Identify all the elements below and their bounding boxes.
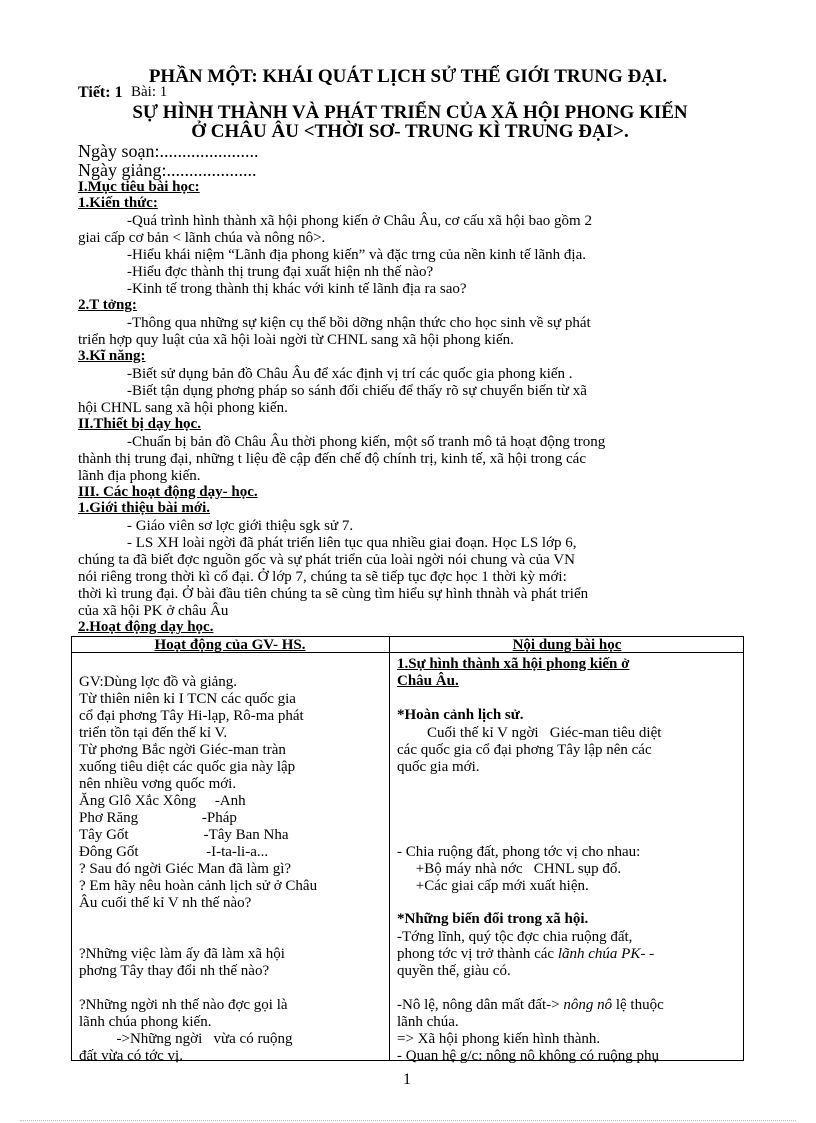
table-left-line: Tây Gốt -Tây Ban Nha (79, 827, 289, 843)
intro-item: - LS XH loài ngời đã phát triển liên tục qua nhiều giai đoạn. Học LS lớp 6, (127, 535, 577, 551)
table-left-line: triển tồn tại đến thế kỉ V. (79, 725, 228, 741)
content-line: -Tớng lĩnh, quý tộc đợc chia ruộng đất, (397, 929, 633, 945)
knowledge-item: -Quá trình hình thành xã hội phong kiến ở Châu Âu, cơ cấu xã hội bao gồm 2 (127, 213, 592, 229)
table-left-line: lãnh chúa phong kiến. (79, 1014, 212, 1030)
heading-introduction: 1.Giới thiệu bài mới. (78, 500, 211, 516)
content-line: Cuối thế kỉ V ngời Giéc-man tiêu diệt (397, 725, 662, 741)
heading-ideology: 2.T tởng: (78, 297, 137, 313)
page-number: 1 (403, 1071, 411, 1088)
content-heading-formation: Châu Âu. (397, 673, 459, 689)
skills-item: -Biết sử dụng bản đồ Châu Âu để xác định vị trí các quốc gia phong kiến . (127, 366, 573, 382)
table-left-line: ?Những việc làm ấy đã làm xã hội (79, 946, 285, 962)
content-text: -Nô lệ, nông dân mất đất-> (397, 997, 564, 1013)
content-text: lệ thuộc (612, 997, 664, 1013)
table-left-line: Đông Gốt -I-ta-li-a... (79, 844, 269, 860)
equipment-item: -Chuẩn bị bản đồ Châu Âu thời phong kiến, một số tranh mô tả hoạt động trong (127, 434, 606, 450)
content-text: - - (640, 946, 655, 962)
content-line: +Các giai cấp mới xuất hiện. (397, 878, 589, 894)
content-line (397, 997, 664, 1013)
table-left-line: xuống tiêu diệt các quốc gia này lập (79, 759, 296, 775)
intro-item: nói riêng trong thời kì cổ đại. Ở lớp 7, chúng ta sẽ tiếp tục đợc học 1 thời kỳ mới: (78, 569, 567, 585)
lesson-number: Bài: 1 (131, 84, 168, 100)
equipment-item: lãnh địa phong kiến. (78, 468, 201, 484)
lesson-title-line2: Ở CHÂU ÂU <THỜI SƠ- TRUNG KÌ TRUNG ĐẠI>. (191, 121, 629, 142)
table-left-line: GV:Dùng lợc đồ và giảng. (79, 674, 238, 690)
ideology-item: triển hợp quy luật của xã hội loài ngời từ CHNL sang xã hội phong kiến. (78, 332, 514, 348)
table-left-line: ?Những ngời nh thế nào đợc gọi là (79, 997, 288, 1013)
heading-objectives: I.Mục tiêu bài học: (78, 179, 200, 195)
table-head-left: Hoạt động của GV- HS. (154, 637, 306, 653)
intro-item: - Giáo viên sơ lợc giới thiệu sgk sử 7. (127, 518, 354, 534)
lesson-title (60, 103, 760, 141)
heading-teaching-activities: 2.Hoạt động dạy học. (78, 619, 214, 635)
skills-item: hội CHNL sang xã hội phong kiến. (78, 400, 288, 416)
table-column-divider (389, 636, 390, 1061)
equipment-item: thành thị trung đại, những t liệu đề cập đến chế độ chính trị, kinh tế, xã hội trong các (78, 451, 586, 467)
ideology-item: -Thông qua những sự kiện cụ thể bồi dỡng nhận thức cho học sinh về sự phát (127, 315, 591, 331)
knowledge-item: -Kinh tế trong thành thị khác với kinh tế lãnh địa ra sao? (127, 281, 467, 297)
heading-skills: 3.Kĩ năng: (78, 348, 146, 364)
page-edge (20, 1120, 796, 1121)
content-line: - Quan hệ g/c: nông nô không có ruộng phụ (397, 1048, 660, 1064)
skills-item: -Biết tận dụng phơng pháp so sánh đối chiếu để thấy rõ sự chuyển biến từ xã (127, 383, 587, 399)
table-head-right: Nội dung bài học (512, 637, 622, 653)
heading-knowledge: 1.Kiến thức: (78, 195, 158, 211)
table-left-line: nên nhiều vơng quốc mới. (79, 776, 237, 792)
table-left-line: ->Những ngời vừa có ruộng (79, 1031, 293, 1047)
table-left-line: đất vừa có tớc vị. (79, 1048, 183, 1064)
intro-item: của xã hội PK ở châu Âu (78, 603, 229, 619)
table-left-line: ? Em hãy nêu hoàn cảnh lịch sử ở Châu (79, 878, 318, 894)
table-left-line: Âu cuối thế kỉ V nh thế nào? (79, 895, 252, 911)
date-taught: Ngày giảng:.................... (78, 160, 257, 180)
heading-activities: III. Các hoạt động dạy- học. (78, 484, 258, 500)
table-left-line: phơng Tây thay đổi nh thế nào? (79, 963, 270, 979)
knowledge-item: -Hiểu đợc thành thị trung đại xuất hiện nh thế nào? (127, 264, 434, 280)
content-text: phong tớc vị trở thành các (397, 946, 558, 962)
content-line: lãnh chúa. (397, 1014, 459, 1030)
content-line: các quốc gia cổ đại phơng Tây lập nên các (397, 742, 652, 758)
content-line: - Chia ruộng đất, phong tớc vị cho nhau: (397, 844, 641, 860)
content-heading-changes: *Những biến đổi trong xã hội. (397, 911, 589, 927)
part-title: PHẦN MỘT: KHÁI QUÁT LỊCH SỬ THẾ GIỚI TRUNG ĐẠI. (148, 66, 668, 87)
intro-item: chúng ta đã biết đợc nguồn gốc và sự phát triển của loài ngời nói chung và của VN (78, 552, 575, 568)
content-line: +Bộ máy nhà nớc CHNL sụp đổ. (397, 861, 622, 877)
table-left-line: ? Sau đó ngời Giéc Man đã làm gì? (79, 861, 292, 877)
knowledge-item: giai cấp cơ bản < lãnh chúa và nông nô>. (78, 230, 326, 246)
table-left-line: Ăng Glô Xắc Xông -Anh (79, 793, 246, 809)
lesson-label: Tiết: 1 (78, 84, 123, 101)
date-prepared: Ngày soạn:...................... (78, 141, 259, 161)
content-line: quốc gia mới. (397, 759, 480, 775)
content-line: quyền thế, giàu có. (397, 963, 511, 979)
table-left-line: Từ phơng Bắc ngời Giéc-man tràn (79, 742, 286, 758)
content-heading-context: *Hoàn cảnh lịch sử. (397, 707, 524, 723)
knowledge-item: -Hiểu khái niệm “Lãnh địa phong kiến” và đặc trng của nền kinh tế lãnh địa. (127, 247, 587, 263)
intro-item: thời kì trung đại. Ở bài đầu tiên chúng ta sẽ cùng tìm hiểu sự hình thnàh và phát triển (78, 586, 589, 602)
content-line (397, 946, 654, 962)
table-left-line: Phơ Răng -Pháp (79, 810, 237, 826)
lesson-title-line1: SỰ HÌNH THÀNH VÀ PHÁT TRIỂN CỦA XÃ HỘI PHONG KIẾN (132, 102, 688, 123)
table-left-line: Từ thiên niên kỉ I TCN các quốc gia (79, 691, 296, 707)
content-heading-formation: 1.Sự hình thành xã hội phong kiến ở (397, 656, 630, 672)
content-line: => Xã hội phong kiến hình thành. (397, 1031, 601, 1047)
heading-equipment: II.Thiết bị dạy học. (78, 416, 201, 432)
content-term-serfs: nông nô (563, 997, 613, 1013)
content-term-lords: lãnh chúa PK (557, 946, 641, 962)
table-left-line: cổ đại phơng Tây Hi-lạp, Rô-ma phát (79, 708, 304, 724)
